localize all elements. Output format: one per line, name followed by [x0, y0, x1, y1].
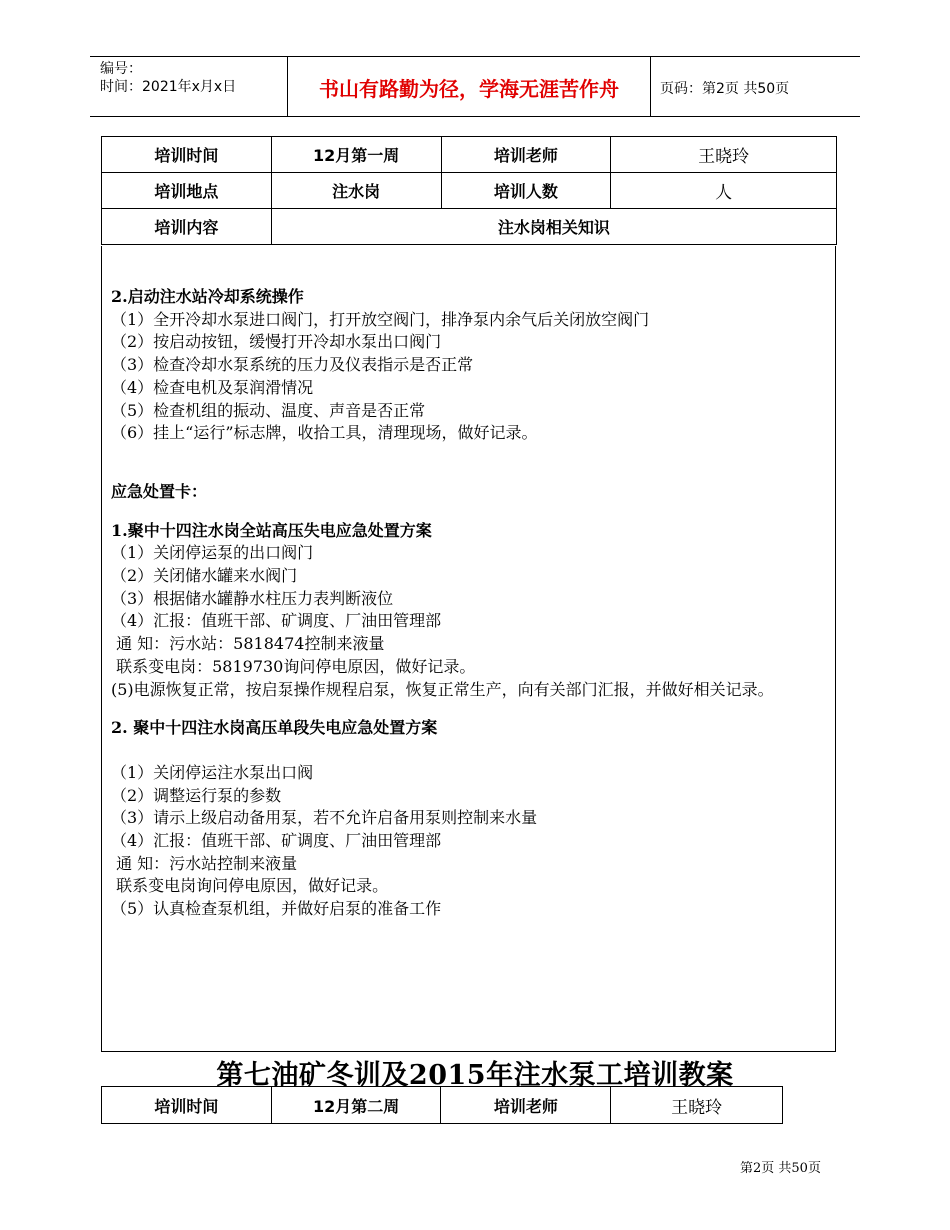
- list-item: 联系变电岗询问停电原因，做好记录。: [111, 876, 389, 896]
- list-item: 通 知：污水站控制来液量: [111, 853, 298, 873]
- header-time: 时间：2021年x月x日: [100, 79, 237, 95]
- plan2-title: 2. 聚中十四注水岗高压单段失电应急处置方案: [111, 718, 438, 738]
- table-cell: 培训老师: [441, 137, 611, 173]
- next-lesson-title: 第七油矿冬训及2015年注水泵工培训教案: [216, 1060, 734, 1091]
- table-cell: 培训时间: [102, 1087, 272, 1124]
- emergency-title: 应急处置卡：: [111, 481, 208, 501]
- table-cell: 注水岗相关知识: [271, 209, 836, 245]
- table-row: [102, 173, 837, 209]
- list-item: （2）按启动按钮，缓慢打开冷却水泵出口阀门: [111, 332, 442, 352]
- table-cell: 12月第一周: [271, 137, 441, 173]
- list-item: （1）关闭停运注水泵出口阀: [111, 762, 314, 782]
- table-cell: 王晓玲: [611, 1087, 783, 1124]
- header-top-rule: [90, 56, 860, 57]
- list-item: （3）检查冷却水泵系统的压力及仪表指示是否正常: [111, 355, 474, 375]
- table-cell: 注水岗: [271, 173, 441, 209]
- table-row: [102, 1087, 783, 1124]
- table-cell: 培训内容: [102, 209, 272, 245]
- list-item: （1）关闭停运泵的出口阀门: [111, 543, 314, 563]
- list-item: 通 知：污水站：5818474控制来液量: [111, 634, 385, 654]
- header-motto: 书山有路勤为径，学海无涯苦作舟: [319, 77, 619, 101]
- list-item: （4）汇报：值班干部、矿调度、厂油田管理部: [111, 611, 442, 631]
- header-meta: [100, 60, 236, 96]
- training-info-table: [101, 136, 837, 245]
- table-cell: 培训时间: [102, 137, 272, 173]
- table-cell: 培训地点: [102, 173, 272, 209]
- section-title: 2.启动注水站冷却系统操作: [111, 287, 304, 306]
- list-item: （4）汇报：值班干部、矿调度、厂油田管理部: [111, 831, 442, 851]
- table-row: [102, 137, 837, 173]
- header-page-number: 页码：第2页 共50页: [660, 81, 790, 97]
- table-row: [102, 209, 837, 245]
- training-info-table-2: [101, 1086, 783, 1124]
- table-cell: 12月第二周: [271, 1087, 441, 1124]
- list-item: （5）认真检查泵机组，并做好启泵的准备工作: [111, 899, 442, 919]
- table-cell: 人: [611, 173, 837, 209]
- list-item: （3）请示上级启动备用泵，若不允许启备用泵则控制来水量: [111, 808, 538, 828]
- list-item: （4）检查电机及泵润滑情况: [111, 377, 314, 397]
- training-content: [111, 286, 831, 921]
- list-item: （2）调整运行泵的参数: [111, 785, 282, 805]
- table-cell: 培训人数: [441, 173, 611, 209]
- header-divider-right: [650, 57, 651, 117]
- list-item: （6）挂上“运行”标志牌，收拾工具，清理现场，做好记录。: [111, 423, 538, 443]
- plan2-list: [111, 762, 831, 921]
- header-bottom-rule: [90, 116, 860, 117]
- list-item: (5)电源恢复正常，按启泵操作规程启泵，恢复正常生产，向有关部门汇报，并做好相关记录。: [111, 679, 774, 699]
- plan1-title: 1.聚中十四注水岗全站高压失电应急处置方案: [111, 520, 432, 540]
- section1-list: [111, 309, 831, 445]
- list-item: （2）关闭储水罐来水阀门: [111, 566, 298, 586]
- table-cell: 培训老师: [441, 1087, 611, 1124]
- list-item: 联系变电岗：5819730询问停电原因，做好记录。: [111, 656, 476, 676]
- plan1-list: [111, 542, 831, 701]
- table-cell: 王晓玲: [611, 137, 837, 173]
- list-item: （3）根据储水罐静水柱压力表判断液位: [111, 588, 394, 608]
- footer-page-number: 第2页 共50页: [740, 1161, 821, 1176]
- list-item: （1）全开冷却水泵进口阀门，打开放空阀门，排净泵内余气后关闭放空阀门: [111, 309, 650, 329]
- list-item: （5）检查机组的振动、温度、声音是否正常: [111, 400, 426, 420]
- header-number: 编号：: [100, 61, 142, 77]
